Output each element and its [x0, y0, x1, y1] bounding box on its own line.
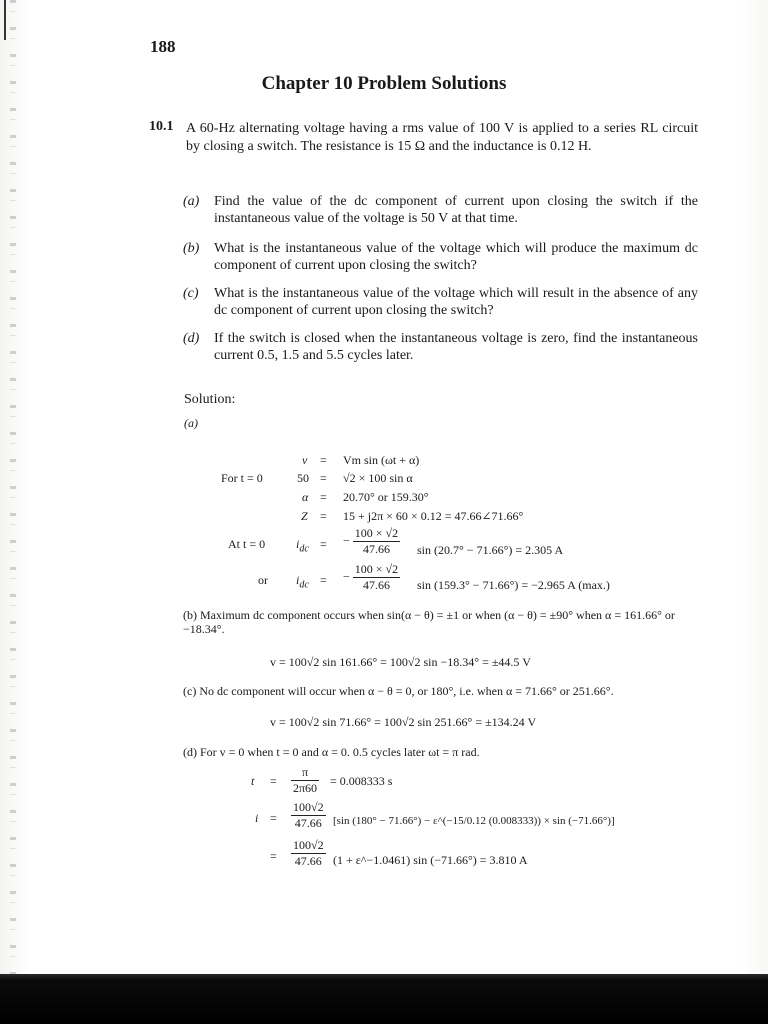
part-text: If the switch is closed when the instantaneous voltage is zero, find the instantaneous current 0.5, 1.5 and 5.5 cycles later.	[214, 331, 698, 363]
chapter-title: Chapter 10 Problem Solutions	[261, 73, 507, 94]
eq-lhs-idc: $i_{dc}$	[296, 573, 309, 591]
part-label: (d)	[183, 331, 200, 346]
solution-heading: Solution:	[184, 392, 236, 407]
eq-lhs-v: v	[302, 453, 308, 467]
eq6-fraction: − $\frac{100 \times √2}{47.66}$	[343, 562, 399, 592]
solution-part-a-label: (a)	[184, 416, 198, 430]
part-label: (c)	[183, 286, 199, 301]
problem-number: 10.1	[149, 119, 174, 134]
scan-bottom-shadow	[0, 974, 768, 1024]
eq-lhs-i: i	[255, 811, 259, 825]
frac-denominator: 2π60	[293, 781, 318, 795]
eq6-rhs: sin (159.3° − 71.66°) = −2.965 A (max.)	[417, 578, 610, 592]
i-fraction	[291, 800, 326, 831]
eq5-rhs: sin (20.7° − 71.66°) = 2.305 A	[417, 543, 564, 557]
part-b-equation: v = 100√2 sin 161.66° = 100√2 sin −18.34° = ±44.5 V	[270, 655, 531, 669]
eq-equals: =	[320, 490, 327, 504]
part-label: (b)	[183, 241, 200, 256]
part-c-equation: v = 100√2 sin 71.66° = 100√2 sin 251.66° = ±134.24 V	[270, 715, 537, 729]
part-b-solution: (b) Maximum dc component occurs when sin(α − θ) = ±1 or when (α − θ) = ±90° when α = 161.66° or −18.34°.	[183, 608, 675, 636]
eq-equals: =	[320, 573, 327, 587]
eq-lhs-z: Z	[301, 509, 308, 523]
frac-numerator: 100 × √2	[354, 562, 399, 576]
t-fraction	[291, 765, 319, 796]
part-c-solution: (c) No dc component will occur when α − θ = 0, or 180°, i.e. when α = 71.66° or 251.66°.	[183, 684, 614, 698]
eq-equals: =	[270, 849, 277, 863]
frac-numerator: 100√2	[293, 838, 324, 852]
or-label: or	[258, 573, 268, 587]
eq4-rhs: 15 + j2π × 60 × 0.12 = 47.66∠71.66°	[343, 509, 524, 523]
eq1-rhs: Vm sin (ωt + α)	[343, 453, 420, 467]
part-text: What is the instantaneous value of the voltage which will produce the maximum dc component of current upon closing the switch?	[214, 241, 698, 273]
frac-denominator: 47.66	[362, 542, 390, 556]
frac-denominator: 47.66	[294, 854, 322, 868]
eq-equals: =	[320, 471, 327, 485]
eq3-rhs: 20.70° or 159.30°	[343, 490, 429, 504]
eq-equals: =	[320, 453, 327, 467]
frac-numerator: 100√2	[293, 800, 324, 814]
problem-statement: A 60-Hz alternating voltage having a rms value of 100 V is applied to a series RL circuit by closing a switch. The resistance is 15 Ω and the inductance is 0.12 H.	[186, 121, 698, 154]
frac-numerator: π	[291, 765, 319, 781]
i-bracket-expression: [sin (180° − 71.66°) − ε^(−15/0.12 (0.008333)) × sin (−71.66°)]	[333, 815, 615, 827]
eq-equals: =	[320, 537, 327, 551]
i2-rhs: (1 + ε^−1.0461) sin (−71.66°) = 3.810 A	[333, 853, 528, 867]
eq-lhs-t: t	[251, 774, 255, 788]
at-t0-label: At t = 0	[228, 537, 266, 551]
part-label: (a)	[183, 194, 200, 209]
part-text: Find the value of the dc component of current upon closing the switch if the instantaneous value of the voltage is 50 V at that time.	[214, 194, 698, 226]
eq-lhs-alpha: α	[302, 490, 309, 504]
part-d-solution: (d) For v = 0 when t = 0 and α = 0. 0.5 cycles later ωt = π rad.	[183, 745, 480, 759]
scan-binding-edge	[10, 0, 16, 975]
frac-denominator: 47.66	[362, 578, 390, 592]
frac-denominator: 47.66	[294, 816, 322, 830]
page-number: 188	[150, 37, 176, 56]
eq-equals: =	[320, 509, 327, 523]
i2-fraction	[291, 838, 326, 869]
eq2-lhs: 50	[297, 471, 309, 485]
part-text: What is the instantaneous value of the voltage which will result in the absence of any dc component of current upon closing the switch?	[214, 286, 698, 318]
eq5-fraction: − $\frac{100 \times √2}{47.66}$	[343, 526, 399, 556]
for-t0-label: For t = 0	[221, 471, 263, 485]
eq2-rhs: √2 × 100 sin α	[343, 471, 413, 485]
eq-equals: =	[270, 774, 277, 788]
eq-equals: =	[270, 811, 277, 825]
scan-edge-mark	[4, 0, 6, 40]
t-value: = 0.008333 s	[330, 774, 393, 788]
frac-numerator: 100 × √2	[354, 526, 399, 540]
eq-lhs-idc: $i_{dc}$	[296, 537, 309, 555]
